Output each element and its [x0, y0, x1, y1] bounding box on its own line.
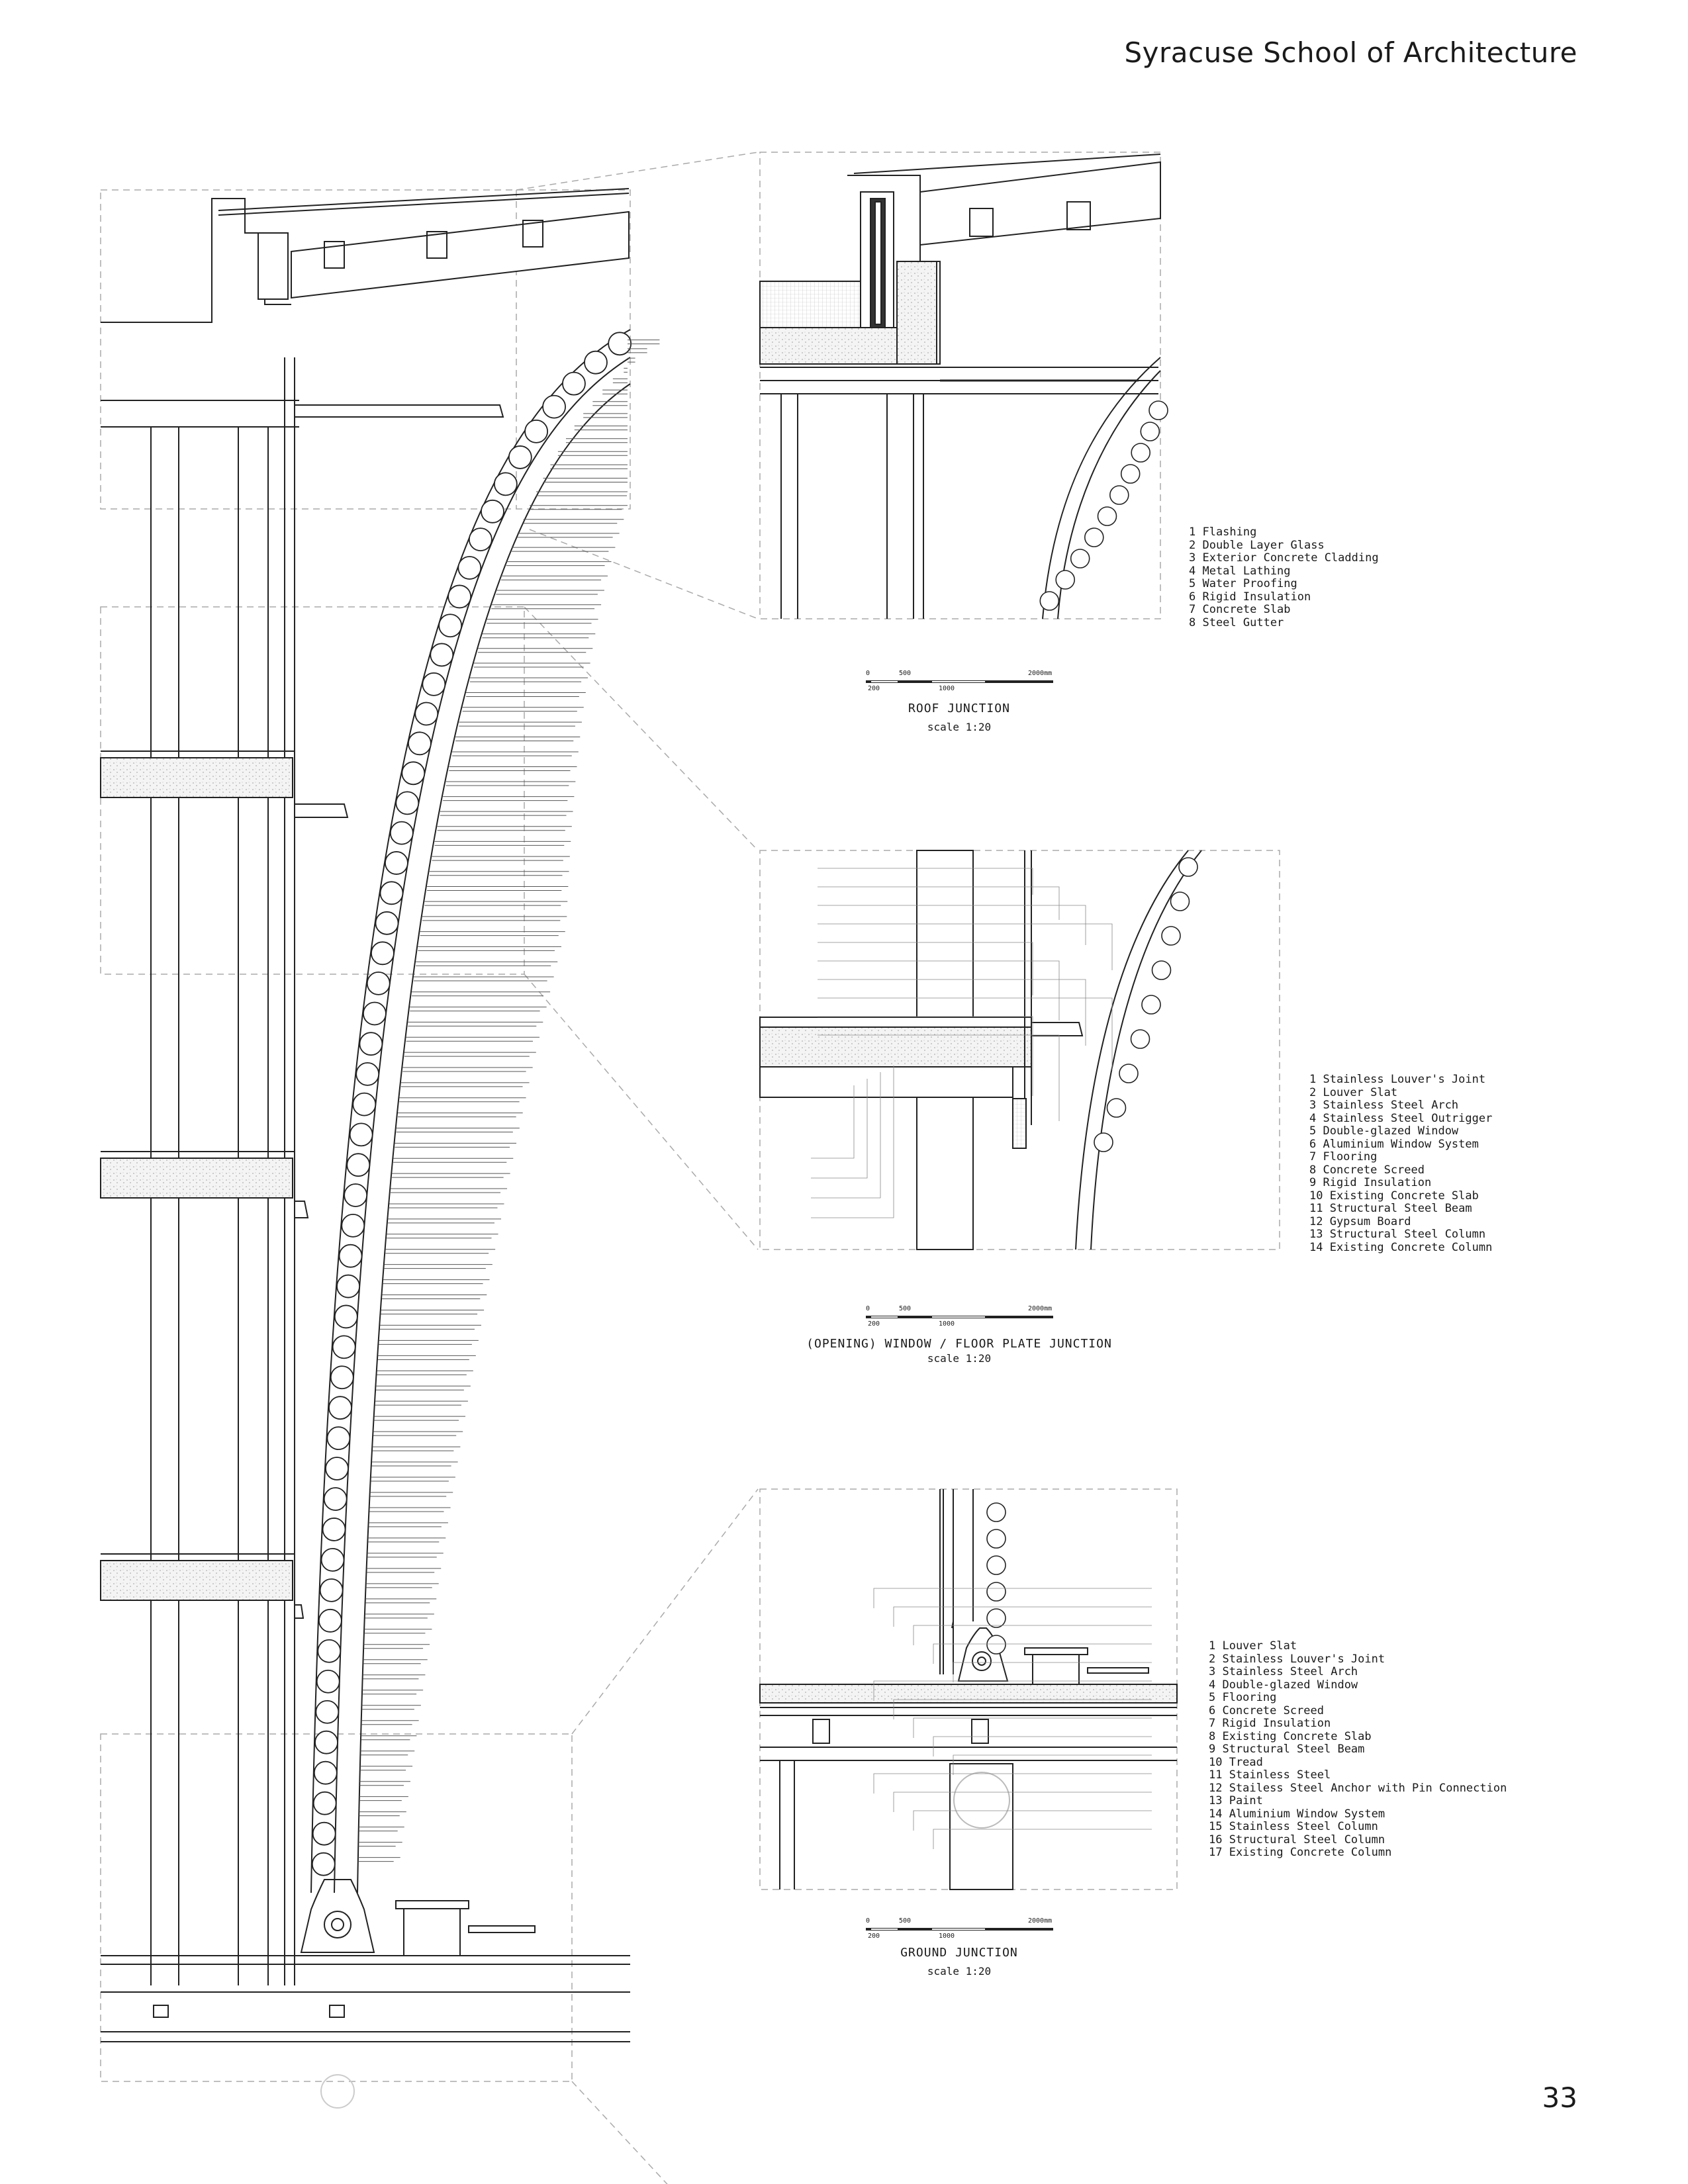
window-junction-scale: scale 1:20	[927, 1352, 992, 1365]
legend-item: 10 Tread	[1209, 1755, 1263, 1769]
louver-slat	[449, 766, 577, 770]
detail-ring	[987, 1556, 1006, 1574]
arch-ring	[331, 1366, 353, 1388]
detail-ring	[987, 1503, 1006, 1522]
louver-slat	[362, 1706, 421, 1709]
arch-ring	[543, 396, 565, 418]
legend-item: 11 Structural Steel Beam	[1309, 1202, 1472, 1215]
arch-ring	[448, 585, 471, 608]
detail-ring	[1071, 549, 1090, 568]
louver-slat	[377, 1371, 473, 1375]
legend-item: 5 Double-glazed Window	[1309, 1124, 1459, 1138]
legend-item: 12 Gypsum Board	[1309, 1214, 1411, 1228]
louver-slat	[602, 390, 628, 394]
louver-slat	[360, 1766, 412, 1770]
detail-ring	[1149, 401, 1168, 420]
legend-item: 6 Aluminium Window System	[1309, 1137, 1479, 1151]
roof-junction-detail	[760, 152, 1160, 619]
roof-junction-legend	[1189, 526, 1379, 629]
louver-slat	[389, 1204, 504, 1208]
detail-ring	[1056, 570, 1074, 589]
louver-slat	[363, 1675, 425, 1679]
louver-slat	[369, 1508, 450, 1512]
arch-ring	[408, 732, 431, 754]
louver-slat	[358, 1843, 402, 1846]
louver-slat	[380, 1325, 481, 1329]
louver-slat	[402, 1068, 532, 1071]
louver-slat	[368, 1538, 445, 1542]
arch-ring	[402, 762, 424, 784]
louver-slat	[373, 1447, 461, 1451]
detail-ring	[1162, 927, 1180, 945]
louver-slat	[373, 1432, 463, 1435]
louver-slat	[566, 439, 628, 443]
louver-slat	[388, 1219, 501, 1223]
louver-slat	[382, 1295, 487, 1299]
louver-slat	[455, 737, 580, 741]
arch-ring	[439, 614, 461, 637]
legend-item: 1 Louver Slat	[1209, 1639, 1297, 1653]
arch-ring	[494, 473, 517, 495]
louver-slat	[592, 402, 628, 406]
legend-item: 3 Exterior Concrete Cladding	[1189, 551, 1379, 565]
legend-item: 6 Rigid Insulation	[1189, 590, 1311, 604]
window-floor-junction-detail	[760, 850, 1280, 1250]
arch-ring	[359, 1032, 382, 1055]
louver-slat	[364, 1645, 430, 1649]
detail-ring	[1171, 892, 1190, 911]
louver-slat	[367, 1569, 441, 1572]
detail-ring	[987, 1609, 1006, 1627]
legend-item: 7 Rigid Insulation	[1209, 1717, 1331, 1730]
arch-ring	[312, 1853, 335, 1876]
louver-slat	[420, 932, 565, 936]
arch-ring	[585, 351, 607, 374]
louver-slat	[424, 901, 567, 905]
louver-slat	[379, 1340, 479, 1344]
louver-slat	[364, 1629, 432, 1633]
arch-ring	[314, 1792, 336, 1815]
louver-slat	[524, 520, 624, 523]
legend-item: 12 Stailess Steel Anchor with Pin Connection	[1209, 1781, 1507, 1795]
louver-slat	[443, 797, 574, 801]
ground-junction-title: GROUND JUNCTION	[900, 1946, 1018, 1960]
louver-slat	[363, 1660, 428, 1664]
arch-ring	[396, 792, 418, 814]
louver-slat	[410, 1007, 546, 1011]
louver-slat	[550, 465, 628, 469]
ground-junction-legend	[1209, 1640, 1507, 1860]
louver-slat	[474, 663, 590, 667]
louver-slat	[613, 379, 628, 383]
roof-scale-bar: 0 500 2000mm 200 1000	[866, 670, 1053, 692]
louver-slat	[430, 872, 569, 876]
arch-ring	[509, 446, 532, 469]
window-junction-legend	[1309, 1073, 1492, 1254]
arch-ring	[329, 1396, 352, 1419]
louver-slat	[512, 547, 615, 551]
legend-item: 5 Flooring	[1209, 1691, 1277, 1704]
louver-slat	[361, 1751, 415, 1755]
louver-slat	[365, 1599, 436, 1603]
detail-ring	[1098, 507, 1117, 525]
louver-slat	[408, 1022, 543, 1026]
legend-item: 11 Stainless Steel	[1209, 1768, 1331, 1782]
louver-slats	[358, 340, 659, 1862]
louver-slat	[406, 1037, 539, 1041]
detail-ring	[1131, 443, 1150, 462]
legend-item: 2 Stainless Louver's Joint	[1209, 1652, 1385, 1666]
louver-slat	[438, 827, 572, 831]
louver-slat	[381, 1310, 484, 1314]
louver-slat	[359, 1782, 410, 1786]
leader-line	[914, 1625, 1152, 1645]
louver-slat	[422, 917, 567, 921]
louver-slat	[395, 1143, 516, 1147]
leader-line	[894, 1607, 1152, 1627]
arch-ring	[415, 702, 438, 725]
louver-slat	[583, 414, 628, 418]
arch-ring	[316, 1701, 338, 1723]
legend-item: 13 Paint	[1209, 1794, 1263, 1807]
legend-item: 3 Stainless Steel Arch	[1209, 1665, 1358, 1678]
louver-slat	[487, 619, 598, 623]
louver-slat	[387, 1234, 498, 1238]
legend-item: 1 Stainless Louver's Joint	[1309, 1073, 1486, 1086]
arch-ring	[363, 1003, 386, 1025]
arch-ring	[318, 1640, 340, 1662]
louver-slat	[367, 1553, 444, 1557]
arch-ring	[563, 373, 585, 395]
louver-slat	[361, 1736, 416, 1740]
arch-ring	[342, 1214, 364, 1237]
louver-slat	[427, 886, 568, 890]
arch-ring	[317, 1670, 340, 1693]
leader-line	[914, 1718, 1152, 1738]
arch-ring	[391, 822, 413, 844]
louver-slat	[518, 533, 620, 537]
legend-item: 1 Flashing	[1189, 525, 1257, 539]
louver-slat	[452, 752, 579, 756]
legend-item: 4 Double-glazed Window	[1209, 1678, 1358, 1692]
louver-slat	[418, 946, 561, 950]
legend-item: 3 Stainless Steel Arch	[1309, 1099, 1459, 1112]
louver-slat	[628, 340, 659, 344]
leader-line	[933, 1829, 1152, 1849]
detail-ring	[1131, 1030, 1150, 1048]
detail-ring	[1085, 528, 1103, 547]
louver-slat	[359, 1812, 406, 1816]
louver-slat	[398, 1113, 523, 1117]
detail-leader-lines	[516, 152, 758, 2184]
legend-item: 6 Concrete Screed	[1209, 1704, 1324, 1717]
arch-ring	[327, 1427, 350, 1449]
legend-item: 7 Concrete Slab	[1189, 603, 1291, 616]
legend-item: 7 Flooring	[1309, 1150, 1378, 1163]
louver-slat	[366, 1584, 439, 1588]
louver-slat	[393, 1158, 513, 1162]
roof-junction-scale: scale 1:20	[927, 721, 992, 733]
louver-slat	[383, 1280, 490, 1284]
louver-slat	[359, 1827, 404, 1831]
leader-line	[874, 1588, 1152, 1608]
window-junction-caption	[780, 1337, 1138, 1365]
arch-ring	[326, 1457, 348, 1480]
arch-ring	[320, 1579, 343, 1602]
louver-slat	[404, 1052, 536, 1056]
louver-slat	[536, 492, 628, 496]
arch-ring	[458, 557, 481, 579]
detail-ring	[1119, 1064, 1138, 1083]
arch-ring	[337, 1275, 359, 1298]
legend-item: 15 Stainless Steel Column	[1209, 1820, 1378, 1833]
detail-ring	[1110, 486, 1129, 504]
louver-slat	[478, 649, 592, 653]
louver-slat	[374, 1416, 465, 1420]
arch-ring	[324, 1488, 347, 1510]
arch-ring	[422, 673, 445, 696]
arch-ring	[430, 643, 453, 666]
legend-item: 2 Louver Slat	[1309, 1085, 1398, 1099]
detail-ring	[1179, 858, 1197, 876]
arch-ring	[313, 1823, 336, 1845]
arch-ring	[315, 1731, 338, 1754]
leader-line	[894, 1792, 1152, 1812]
legend-item: 14 Existing Concrete Column	[1309, 1240, 1493, 1254]
louver-slat	[624, 368, 628, 372]
louver-slat	[482, 634, 595, 638]
arch-ring	[481, 500, 504, 523]
louver-slat	[371, 1477, 455, 1481]
detail-ring	[1107, 1099, 1126, 1117]
louver-slat	[506, 562, 612, 566]
louver-slat	[470, 678, 588, 682]
arch-ring	[356, 1063, 379, 1085]
ground-junction-caption	[820, 1946, 1098, 1978]
legend-item: 2 Double Layer Glass	[1189, 538, 1325, 552]
louver-slat	[414, 977, 554, 981]
school-header: Syracuse School of Architecture	[1124, 36, 1577, 69]
arch-ring	[385, 852, 408, 874]
louver-slat	[376, 1386, 471, 1390]
detail-ring	[1142, 995, 1160, 1014]
arch-ring	[380, 882, 402, 904]
detail-ring	[987, 1635, 1006, 1654]
louver-slat	[375, 1401, 468, 1405]
legend-item: 8 Existing Concrete Slab	[1209, 1729, 1372, 1743]
detail-ring	[987, 1529, 1006, 1548]
window-scale-bar: 0 500 2000mm 200 1000	[866, 1305, 1053, 1328]
legend-item: 8 Steel Gutter	[1189, 615, 1284, 629]
louver-slat	[432, 856, 570, 860]
louver-slat	[385, 1265, 492, 1269]
louver-slat	[392, 1173, 510, 1177]
legend-item: 10 Existing Concrete Slab	[1309, 1189, 1479, 1203]
arch-louver-rings	[312, 332, 631, 1875]
legend-item: 16 Structural Steel Column	[1209, 1833, 1385, 1846]
detail-ring	[1040, 592, 1058, 610]
louver-slat	[463, 707, 584, 711]
roof-junction-title: ROOF JUNCTION	[908, 702, 1010, 715]
louver-slat	[496, 590, 604, 594]
detail-ring	[1141, 422, 1159, 441]
louver-slat	[358, 1858, 400, 1862]
page-number: 33	[1542, 2081, 1577, 2114]
arch-ring	[371, 942, 394, 964]
louver-slat	[359, 1797, 408, 1801]
louver-slat	[365, 1614, 434, 1618]
louver-slat	[372, 1462, 458, 1466]
legend-item: 13 Structural Steel Column	[1309, 1228, 1486, 1241]
arch-ring	[347, 1154, 369, 1176]
louver-slat	[440, 811, 573, 815]
arch-ring	[319, 1610, 342, 1632]
legend-item: 5 Water Proofing	[1189, 577, 1297, 590]
louver-slat	[370, 1492, 453, 1496]
louver-slat	[361, 1721, 419, 1725]
arch-ring	[469, 528, 492, 551]
arch-ring	[344, 1184, 367, 1206]
legend-item: 4 Stainless Steel Outrigger	[1309, 1111, 1493, 1125]
arch-ring	[335, 1305, 357, 1328]
legend-item: 9 Rigid Insulation	[1309, 1176, 1432, 1189]
detail-ring	[1121, 465, 1140, 483]
legend-item: 9 Structural Steel Beam	[1209, 1743, 1365, 1756]
arch-ring	[353, 1093, 375, 1116]
detail-ring	[1152, 961, 1171, 979]
louver-slat	[459, 722, 582, 726]
arch-ring	[314, 1762, 337, 1784]
louver-slat	[401, 1083, 530, 1087]
legend-item: 17 Existing Concrete Column	[1209, 1846, 1392, 1859]
detail-ring	[1094, 1133, 1113, 1152]
arch-ring	[350, 1123, 373, 1146]
louver-slat	[446, 782, 576, 786]
detail-ring	[987, 1582, 1006, 1601]
louver-slat	[391, 1189, 507, 1193]
legend-item: 4 Metal Lathing	[1189, 564, 1291, 578]
louver-slat	[378, 1355, 476, 1359]
louver-slat	[362, 1690, 423, 1694]
arch-ring	[367, 972, 390, 995]
arch-ring	[322, 1549, 344, 1571]
louver-slat	[399, 1098, 526, 1102]
ground-junction-scale: scale 1:20	[927, 1965, 992, 1978]
legend-item: 14 Aluminium Window System	[1209, 1807, 1385, 1821]
louver-slat	[558, 451, 628, 455]
arch-ring	[333, 1336, 355, 1358]
arch-ring	[323, 1518, 346, 1541]
louver-slat	[412, 992, 550, 996]
louver-slat	[543, 478, 628, 482]
louver-slat	[501, 576, 608, 580]
arch-ring	[376, 912, 399, 934]
louver-slat	[385, 1250, 495, 1253]
louver-slat	[397, 1128, 520, 1132]
louver-slat	[435, 841, 571, 845]
louver-slat	[369, 1523, 448, 1527]
ground-scale-bar: 0 500 2000mm 200 1000	[866, 1917, 1053, 1940]
arch-ring	[525, 420, 547, 443]
arch-ring	[340, 1245, 362, 1267]
window-junction-title: (OPENING) WINDOW / FLOOR PLATE JUNCTION	[806, 1337, 1112, 1351]
main-building-section	[101, 189, 630, 2108]
roof-junction-caption	[820, 702, 1098, 733]
louver-slat	[466, 692, 586, 696]
legend-item: 8 Concrete Screed	[1309, 1163, 1425, 1177]
louver-slat	[416, 962, 557, 966]
